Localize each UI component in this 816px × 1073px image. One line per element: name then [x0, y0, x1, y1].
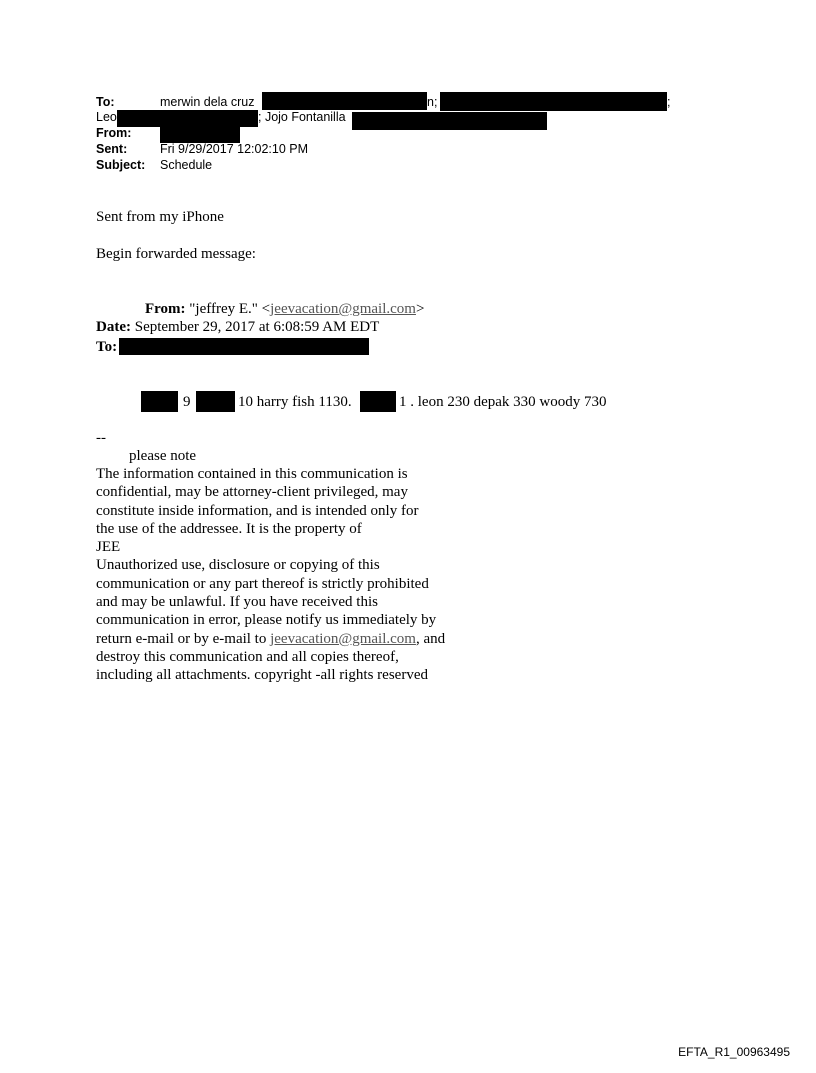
- disclaimer-line: and may be unlawful. If you have received this: [96, 594, 378, 611]
- disclaimer-line: JEE: [96, 539, 121, 556]
- redaction-box: [360, 391, 396, 412]
- subject-label: Subject:: [96, 158, 146, 172]
- forwarded-date-label: Date:: [96, 319, 131, 335]
- redaction-box: [160, 125, 240, 143]
- to-value: merwin dela cruz: [160, 95, 255, 109]
- forwarded-from-email[interactable]: jeevacation@gmail.com: [270, 301, 416, 317]
- to-continued: Leo: [96, 110, 117, 124]
- disclaimer-line: [96, 630, 445, 648]
- sent-value: Fri 9/29/2017 12:02:10 PM: [160, 142, 309, 156]
- disclaimer-line: communication or any part thereof is strictly prohibited: [96, 575, 429, 592]
- redaction-box: [352, 112, 547, 130]
- forwarded-date: [96, 318, 379, 336]
- schedule-item: 9: [183, 394, 191, 410]
- disclaimer-line: destroy this communication and all copies thereof,: [96, 648, 399, 665]
- forwarded-from-label: From:: [145, 301, 186, 317]
- to-end: ;: [667, 95, 671, 109]
- forwarded-from-name: "jeffrey E." <: [189, 301, 271, 317]
- disclaimer-line: the use of the addressee. It is the property of: [96, 520, 362, 537]
- forwarded-from-close: >: [415, 301, 425, 317]
- sent-from-line: Sent from my iPhone: [96, 209, 224, 225]
- to-separator: n;: [427, 95, 438, 109]
- disclaimer-line: The information contained in this communication is: [96, 466, 408, 482]
- return-text: return e-mail or by e-mail to: [96, 630, 271, 647]
- redaction-box: [119, 338, 369, 355]
- disclaimer-text: [96, 465, 445, 685]
- please-note: please note: [129, 448, 197, 464]
- redaction-box: [196, 391, 235, 412]
- disclaimer-line: confidential, may be attorney-client privileged, may: [96, 484, 408, 501]
- document-id: EFTA_R1_00963495: [678, 1045, 790, 1059]
- begin-forwarded-line: Begin forwarded message:: [96, 246, 256, 262]
- sent-label: Sent:: [96, 142, 128, 156]
- subject-value: Schedule: [160, 158, 213, 172]
- return-text-end: , and: [415, 630, 446, 647]
- disclaimer-line: including all attachments. copyright -all rights reserved: [96, 667, 428, 684]
- disclaimer-email-link[interactable]: jeevacation@gmail.com: [270, 630, 416, 647]
- redaction-box: [262, 92, 427, 110]
- redaction-box: [440, 92, 667, 111]
- forwarded-from: [145, 300, 424, 318]
- forwarded-date-value: September 29, 2017 at 6:08:59 AM EDT: [134, 319, 380, 335]
- redaction-box: [141, 391, 178, 412]
- schedule-item: 10 harry fish 1130.: [238, 394, 352, 410]
- disclaimer-line: constitute inside information, and is intended only for: [96, 502, 419, 519]
- to-label: To:: [96, 95, 115, 109]
- to-recipient: ; Jojo Fontanilla: [258, 110, 346, 124]
- disclaimer-line: Unauthorized use, disclosure or copying of this: [96, 557, 380, 574]
- disclaimer-line: communication in error, please notify us immediately by: [96, 612, 437, 629]
- from-label: From:: [96, 126, 132, 140]
- schedule-item: 1 . leon 230 depak 330 woody 730: [399, 394, 607, 410]
- signature-dashes: --: [96, 430, 106, 446]
- forwarded-to-label: To:: [96, 339, 118, 355]
